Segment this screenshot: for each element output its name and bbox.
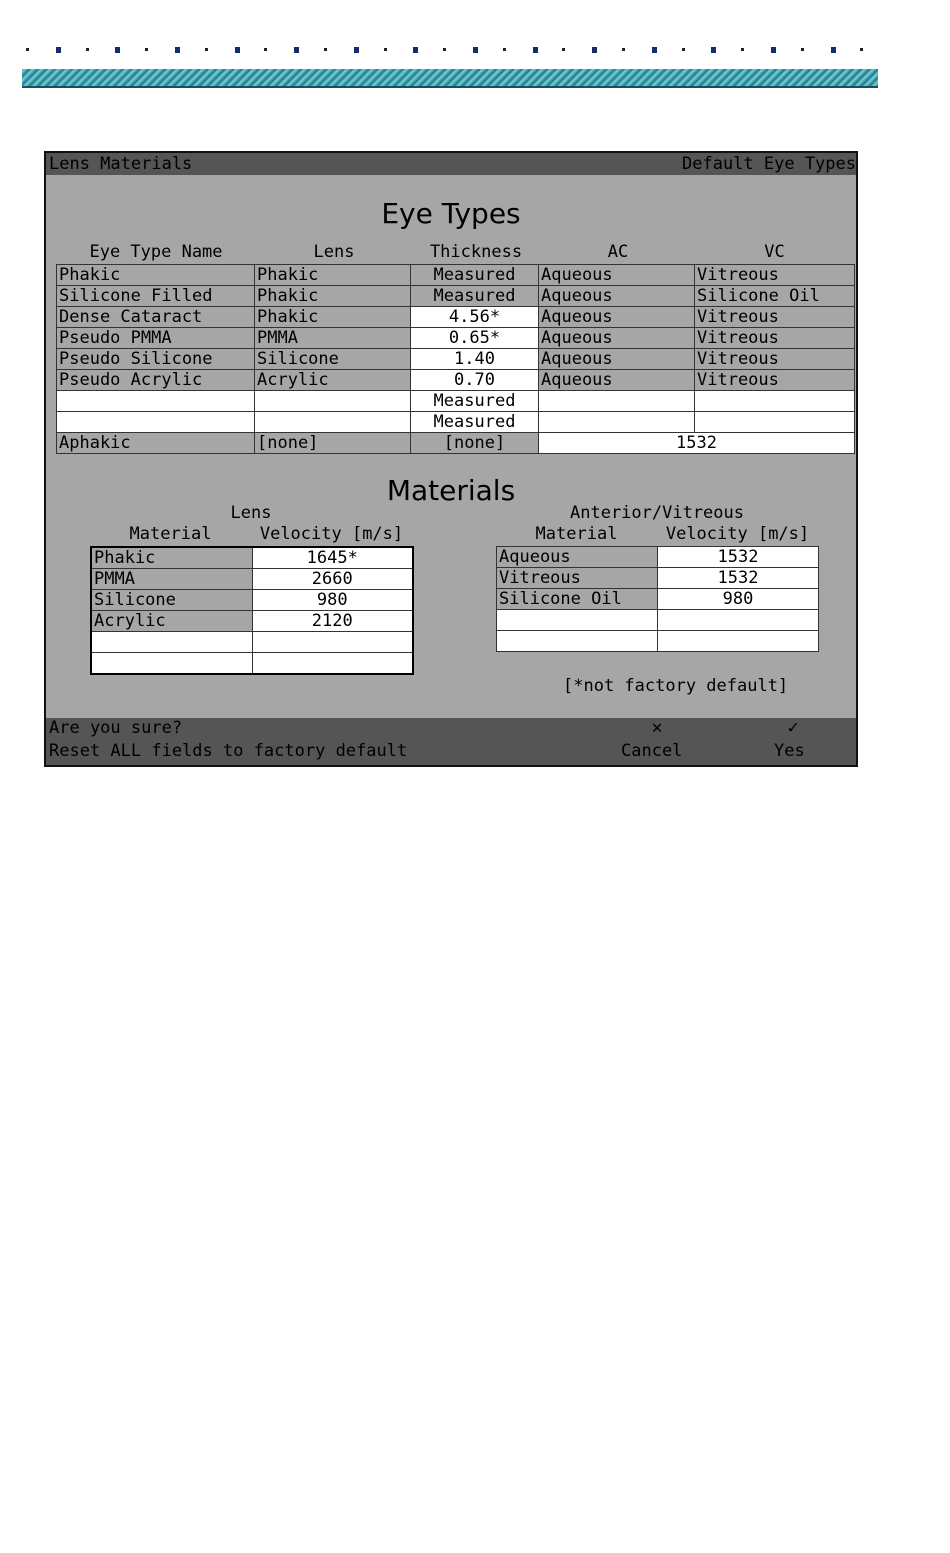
lens-row[interactable] bbox=[91, 547, 413, 569]
yes-button[interactable]: Yes bbox=[774, 741, 805, 761]
lens-group-label: Lens bbox=[230, 503, 272, 523]
av-velocity-cell[interactable]: 980 bbox=[658, 589, 819, 610]
eye-cell-eye-type-name[interactable] bbox=[57, 412, 255, 433]
eye-cell-eye-type-name[interactable]: Dense Cataract bbox=[57, 307, 255, 328]
decorative-dot bbox=[86, 48, 89, 51]
eye-cell-lens[interactable] bbox=[255, 391, 411, 412]
col-lens: Lens bbox=[313, 242, 355, 262]
eye-cell-lens[interactable]: Phakic bbox=[255, 286, 411, 307]
decorative-dot bbox=[503, 48, 506, 51]
decorative-dot-row bbox=[22, 46, 878, 56]
decorative-dot bbox=[115, 47, 120, 53]
eye-type-row[interactable] bbox=[57, 265, 855, 286]
lens-material-cell[interactable]: Acrylic bbox=[91, 611, 252, 632]
decorative-dot bbox=[652, 47, 657, 53]
decorative-dot bbox=[741, 48, 744, 51]
av-material-cell[interactable]: Vitreous bbox=[497, 568, 658, 589]
lens-velocity-cell[interactable]: 980 bbox=[252, 590, 413, 611]
av-group-label: Anterior/Vitreous bbox=[570, 503, 744, 523]
eye-cell-ac[interactable]: Aqueous bbox=[539, 286, 695, 307]
eye-cell-thickness[interactable]: Measured bbox=[411, 412, 539, 433]
decorative-header-bar bbox=[22, 69, 878, 88]
eye-type-row[interactable] bbox=[57, 370, 855, 391]
av-material-cell[interactable]: Aqueous bbox=[497, 547, 658, 568]
eye-types-table bbox=[56, 264, 855, 454]
lens-row[interactable] bbox=[91, 653, 413, 675]
header-left-title: Lens Materials bbox=[49, 154, 193, 174]
cancel-button[interactable]: Cancel bbox=[621, 741, 683, 761]
device-screen bbox=[44, 151, 858, 767]
eye-cell-vc[interactable]: Silicone Oil bbox=[695, 286, 855, 307]
eye-types-title: Eye Types bbox=[381, 197, 521, 230]
eye-cell-vc[interactable]: Vitreous bbox=[695, 370, 855, 391]
decorative-dot bbox=[801, 48, 804, 51]
aphakic-name[interactable]: Aphakic bbox=[57, 433, 255, 454]
decorative-dot bbox=[264, 48, 267, 51]
decorative-dot bbox=[205, 48, 208, 51]
lens-velocity-cell[interactable]: 2120 bbox=[252, 611, 413, 632]
eye-cell-ac[interactable]: Aqueous bbox=[539, 349, 695, 370]
decorative-dot bbox=[145, 48, 148, 51]
lens-material-cell[interactable] bbox=[91, 653, 252, 675]
av-materials-table bbox=[496, 546, 819, 652]
decorative-dot bbox=[771, 47, 776, 53]
av-velocity-cell[interactable] bbox=[658, 610, 819, 631]
av-velocity-cell[interactable]: 1532 bbox=[658, 568, 819, 589]
aphakic-velocity[interactable]: 1532 bbox=[539, 433, 855, 454]
eye-type-row[interactable] bbox=[57, 307, 855, 328]
eye-cell-eye-type-name[interactable]: Pseudo PMMA bbox=[57, 328, 255, 349]
aphakic-lens[interactable]: [none] bbox=[255, 433, 411, 454]
col-vc: VC bbox=[764, 242, 785, 262]
eye-cell-thickness[interactable]: 0.65* bbox=[411, 328, 539, 349]
aphakic-row[interactable] bbox=[57, 433, 855, 454]
decorative-dot bbox=[711, 47, 716, 53]
decorative-dot bbox=[294, 47, 299, 53]
decorative-dot bbox=[354, 47, 359, 53]
av-row[interactable] bbox=[497, 547, 819, 568]
decorative-dot bbox=[473, 47, 478, 53]
decorative-dot bbox=[26, 48, 29, 51]
decorative-dot bbox=[682, 48, 685, 51]
eye-cell-ac[interactable]: Aqueous bbox=[539, 328, 695, 349]
decorative-dot bbox=[831, 47, 836, 53]
confirm-question: Are you sure? bbox=[49, 718, 183, 738]
decorative-dot bbox=[860, 48, 863, 51]
lens-velocity-cell[interactable] bbox=[252, 653, 413, 675]
eye-cell-thickness[interactable]: 4.56* bbox=[411, 307, 539, 328]
decorative-dot bbox=[56, 47, 61, 53]
aphakic-thickness[interactable]: [none] bbox=[411, 433, 539, 454]
av-material-cell[interactable]: Silicone Oil bbox=[497, 589, 658, 610]
av-col-velocity: Velocity [m/s] bbox=[665, 524, 810, 544]
eye-cell-lens[interactable]: Acrylic bbox=[255, 370, 411, 391]
decorative-dot bbox=[384, 48, 387, 51]
eye-type-row[interactable] bbox=[57, 328, 855, 349]
lens-col-material: Material bbox=[129, 524, 212, 544]
decorative-dot bbox=[443, 48, 446, 51]
eye-cell-eye-type-name[interactable] bbox=[57, 391, 255, 412]
lens-row[interactable] bbox=[91, 632, 413, 653]
lens-materials-table bbox=[90, 546, 414, 675]
av-col-material: Material bbox=[535, 524, 618, 544]
eye-cell-lens[interactable]: Phakic bbox=[255, 265, 411, 286]
decorative-dot bbox=[592, 47, 597, 53]
eye-cell-ac[interactable] bbox=[539, 391, 695, 412]
decorative-dot bbox=[622, 48, 625, 51]
col-eye-type-name: Eye Type Name bbox=[89, 242, 223, 262]
decorative-dot bbox=[533, 47, 538, 53]
av-material-cell[interactable] bbox=[497, 610, 658, 631]
lens-col-velocity: Velocity [m/s] bbox=[259, 524, 404, 544]
eye-cell-eye-type-name[interactable]: Pseudo Acrylic bbox=[57, 370, 255, 391]
eye-cell-eye-type-name[interactable]: Phakic bbox=[57, 265, 255, 286]
yes-icon[interactable]: ✓ bbox=[787, 717, 799, 738]
decorative-dot bbox=[324, 48, 327, 51]
eye-type-row[interactable] bbox=[57, 391, 855, 412]
col-thickness: Thickness bbox=[429, 242, 523, 262]
eye-cell-thickness[interactable]: Measured bbox=[411, 265, 539, 286]
eye-cell-lens[interactable]: Silicone bbox=[255, 349, 411, 370]
eye-cell-thickness[interactable]: 1.40 bbox=[411, 349, 539, 370]
eye-cell-vc[interactable]: Vitreous bbox=[695, 307, 855, 328]
decorative-dot bbox=[562, 48, 565, 51]
decorative-dot bbox=[235, 47, 240, 53]
lens-row[interactable] bbox=[91, 569, 413, 590]
av-material-cell[interactable] bbox=[497, 631, 658, 652]
eye-cell-lens[interactable] bbox=[255, 412, 411, 433]
lens-material-cell[interactable] bbox=[91, 632, 252, 653]
eye-cell-thickness[interactable]: Measured bbox=[411, 286, 539, 307]
eye-cell-vc[interactable] bbox=[695, 391, 855, 412]
eye-type-row[interactable] bbox=[57, 412, 855, 433]
eye-cell-lens[interactable]: PMMA bbox=[255, 328, 411, 349]
av-velocity-cell[interactable] bbox=[658, 631, 819, 652]
decorative-dot bbox=[175, 47, 180, 53]
lens-row[interactable] bbox=[91, 590, 413, 611]
lens-material-cell[interactable]: Phakic bbox=[91, 547, 252, 569]
lens-velocity-cell[interactable]: 1645* bbox=[252, 547, 413, 569]
lens-material-cell[interactable]: Silicone bbox=[91, 590, 252, 611]
lens-row[interactable] bbox=[91, 611, 413, 632]
col-ac: AC bbox=[607, 242, 629, 262]
eye-type-row[interactable] bbox=[57, 286, 855, 307]
eye-cell-ac[interactable]: Aqueous bbox=[539, 307, 695, 328]
eye-cell-vc[interactable]: Vitreous bbox=[695, 328, 855, 349]
lens-velocity-cell[interactable]: 2660 bbox=[252, 569, 413, 590]
eye-cell-ac[interactable]: Aqueous bbox=[539, 265, 695, 286]
eye-cell-eye-type-name[interactable]: Pseudo Silicone bbox=[57, 349, 255, 370]
eye-cell-lens[interactable]: Phakic bbox=[255, 307, 411, 328]
confirm-footer bbox=[46, 718, 856, 765]
av-row[interactable] bbox=[497, 568, 819, 589]
eye-cell-vc[interactable] bbox=[695, 412, 855, 433]
eye-cell-eye-type-name[interactable]: Silicone Filled bbox=[57, 286, 255, 307]
cancel-icon[interactable]: ✕ bbox=[651, 717, 663, 738]
av-velocity-cell[interactable]: 1532 bbox=[658, 547, 819, 568]
eye-cell-vc[interactable]: Vitreous bbox=[695, 349, 855, 370]
screen-header bbox=[46, 153, 856, 175]
eye-cell-vc[interactable]: Vitreous bbox=[695, 265, 855, 286]
materials-title: Materials bbox=[386, 474, 516, 507]
av-row[interactable] bbox=[497, 610, 819, 631]
av-row[interactable] bbox=[497, 631, 819, 652]
not-factory-default-note: [*not factory default] bbox=[563, 676, 789, 696]
eye-type-row[interactable] bbox=[57, 349, 855, 370]
eye-cell-ac[interactable]: Aqueous bbox=[539, 370, 695, 391]
eye-cell-thickness[interactable]: Measured bbox=[411, 391, 539, 412]
header-right-title: Default Eye Types bbox=[682, 154, 856, 174]
confirm-message: Reset ALL fields to factory default bbox=[49, 741, 408, 761]
lens-velocity-cell[interactable] bbox=[252, 632, 413, 653]
decorative-dot bbox=[413, 47, 418, 53]
eye-cell-thickness[interactable]: 0.70 bbox=[411, 370, 539, 391]
av-row[interactable] bbox=[497, 589, 819, 610]
eye-cell-ac[interactable] bbox=[539, 412, 695, 433]
lens-material-cell[interactable]: PMMA bbox=[91, 569, 252, 590]
